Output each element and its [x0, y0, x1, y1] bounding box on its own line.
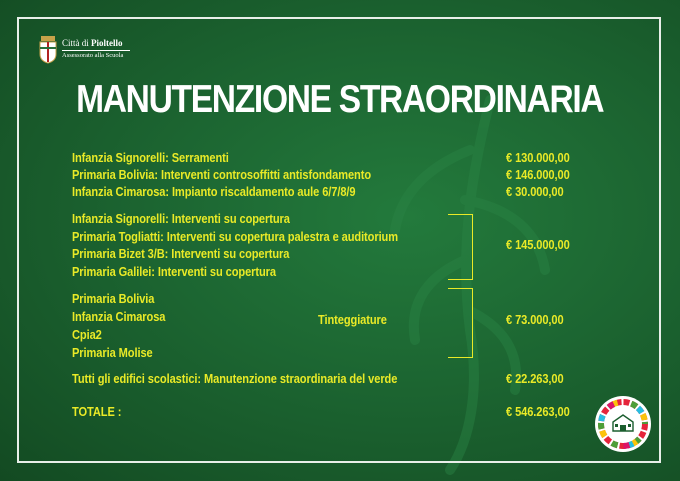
paint-work-label: Tinteggiature [318, 313, 387, 327]
logo-city: Città di Pioltello [62, 38, 123, 48]
green-label: Tutti gli edifici scolastici: Manutenzione straordinaria del verde [72, 372, 398, 386]
city-logo [38, 34, 130, 64]
logo-subtitle: Assessorato alla Scuola [62, 52, 124, 59]
item-label: Infanzia Cimarosa: Impianto riscaldamento aule 6/7/8/9 [72, 185, 356, 199]
crest-icon [38, 34, 58, 64]
sdg-school-icon [594, 395, 652, 453]
item-label: Infanzia Signorelli: Serramenti [72, 151, 229, 165]
green-amount: € 22.263,00 [506, 372, 564, 386]
total-label: TOTALE : [72, 405, 122, 419]
roof-amount: € 145.000,00 [506, 238, 570, 252]
item-amount: € 146.000,00 [506, 168, 570, 182]
page-title: MANUTENZIONE STRAORDINARIA [76, 78, 604, 121]
item-label: Primaria Bolivia: Interventi controsoffitti antisfondamento [72, 168, 372, 182]
roof-item: Primaria Bizet 3/B: Interventi su copertura [72, 247, 290, 261]
paint-item: Primaria Bolivia [72, 292, 155, 306]
paint-item: Primaria Molise [72, 346, 153, 360]
paint-item: Infanzia Cimarosa [72, 310, 166, 324]
item-amount: € 130.000,00 [506, 151, 570, 165]
group-bracket [448, 288, 473, 358]
roof-item: Infanzia Signorelli: Interventi su copertura [72, 212, 290, 226]
roof-item: Primaria Galilei: Interventi su copertura [72, 265, 276, 279]
paint-amount: € 73.000,00 [506, 313, 564, 327]
logo-divider [62, 50, 130, 51]
item-amount: € 30.000,00 [506, 185, 564, 199]
total-amount: € 546.263,00 [506, 405, 570, 419]
paint-item: Cpia2 [72, 328, 102, 342]
roof-item: Primaria Togliatti: Interventi su copertura palestra e auditorium [72, 230, 399, 244]
group-bracket [448, 214, 473, 280]
